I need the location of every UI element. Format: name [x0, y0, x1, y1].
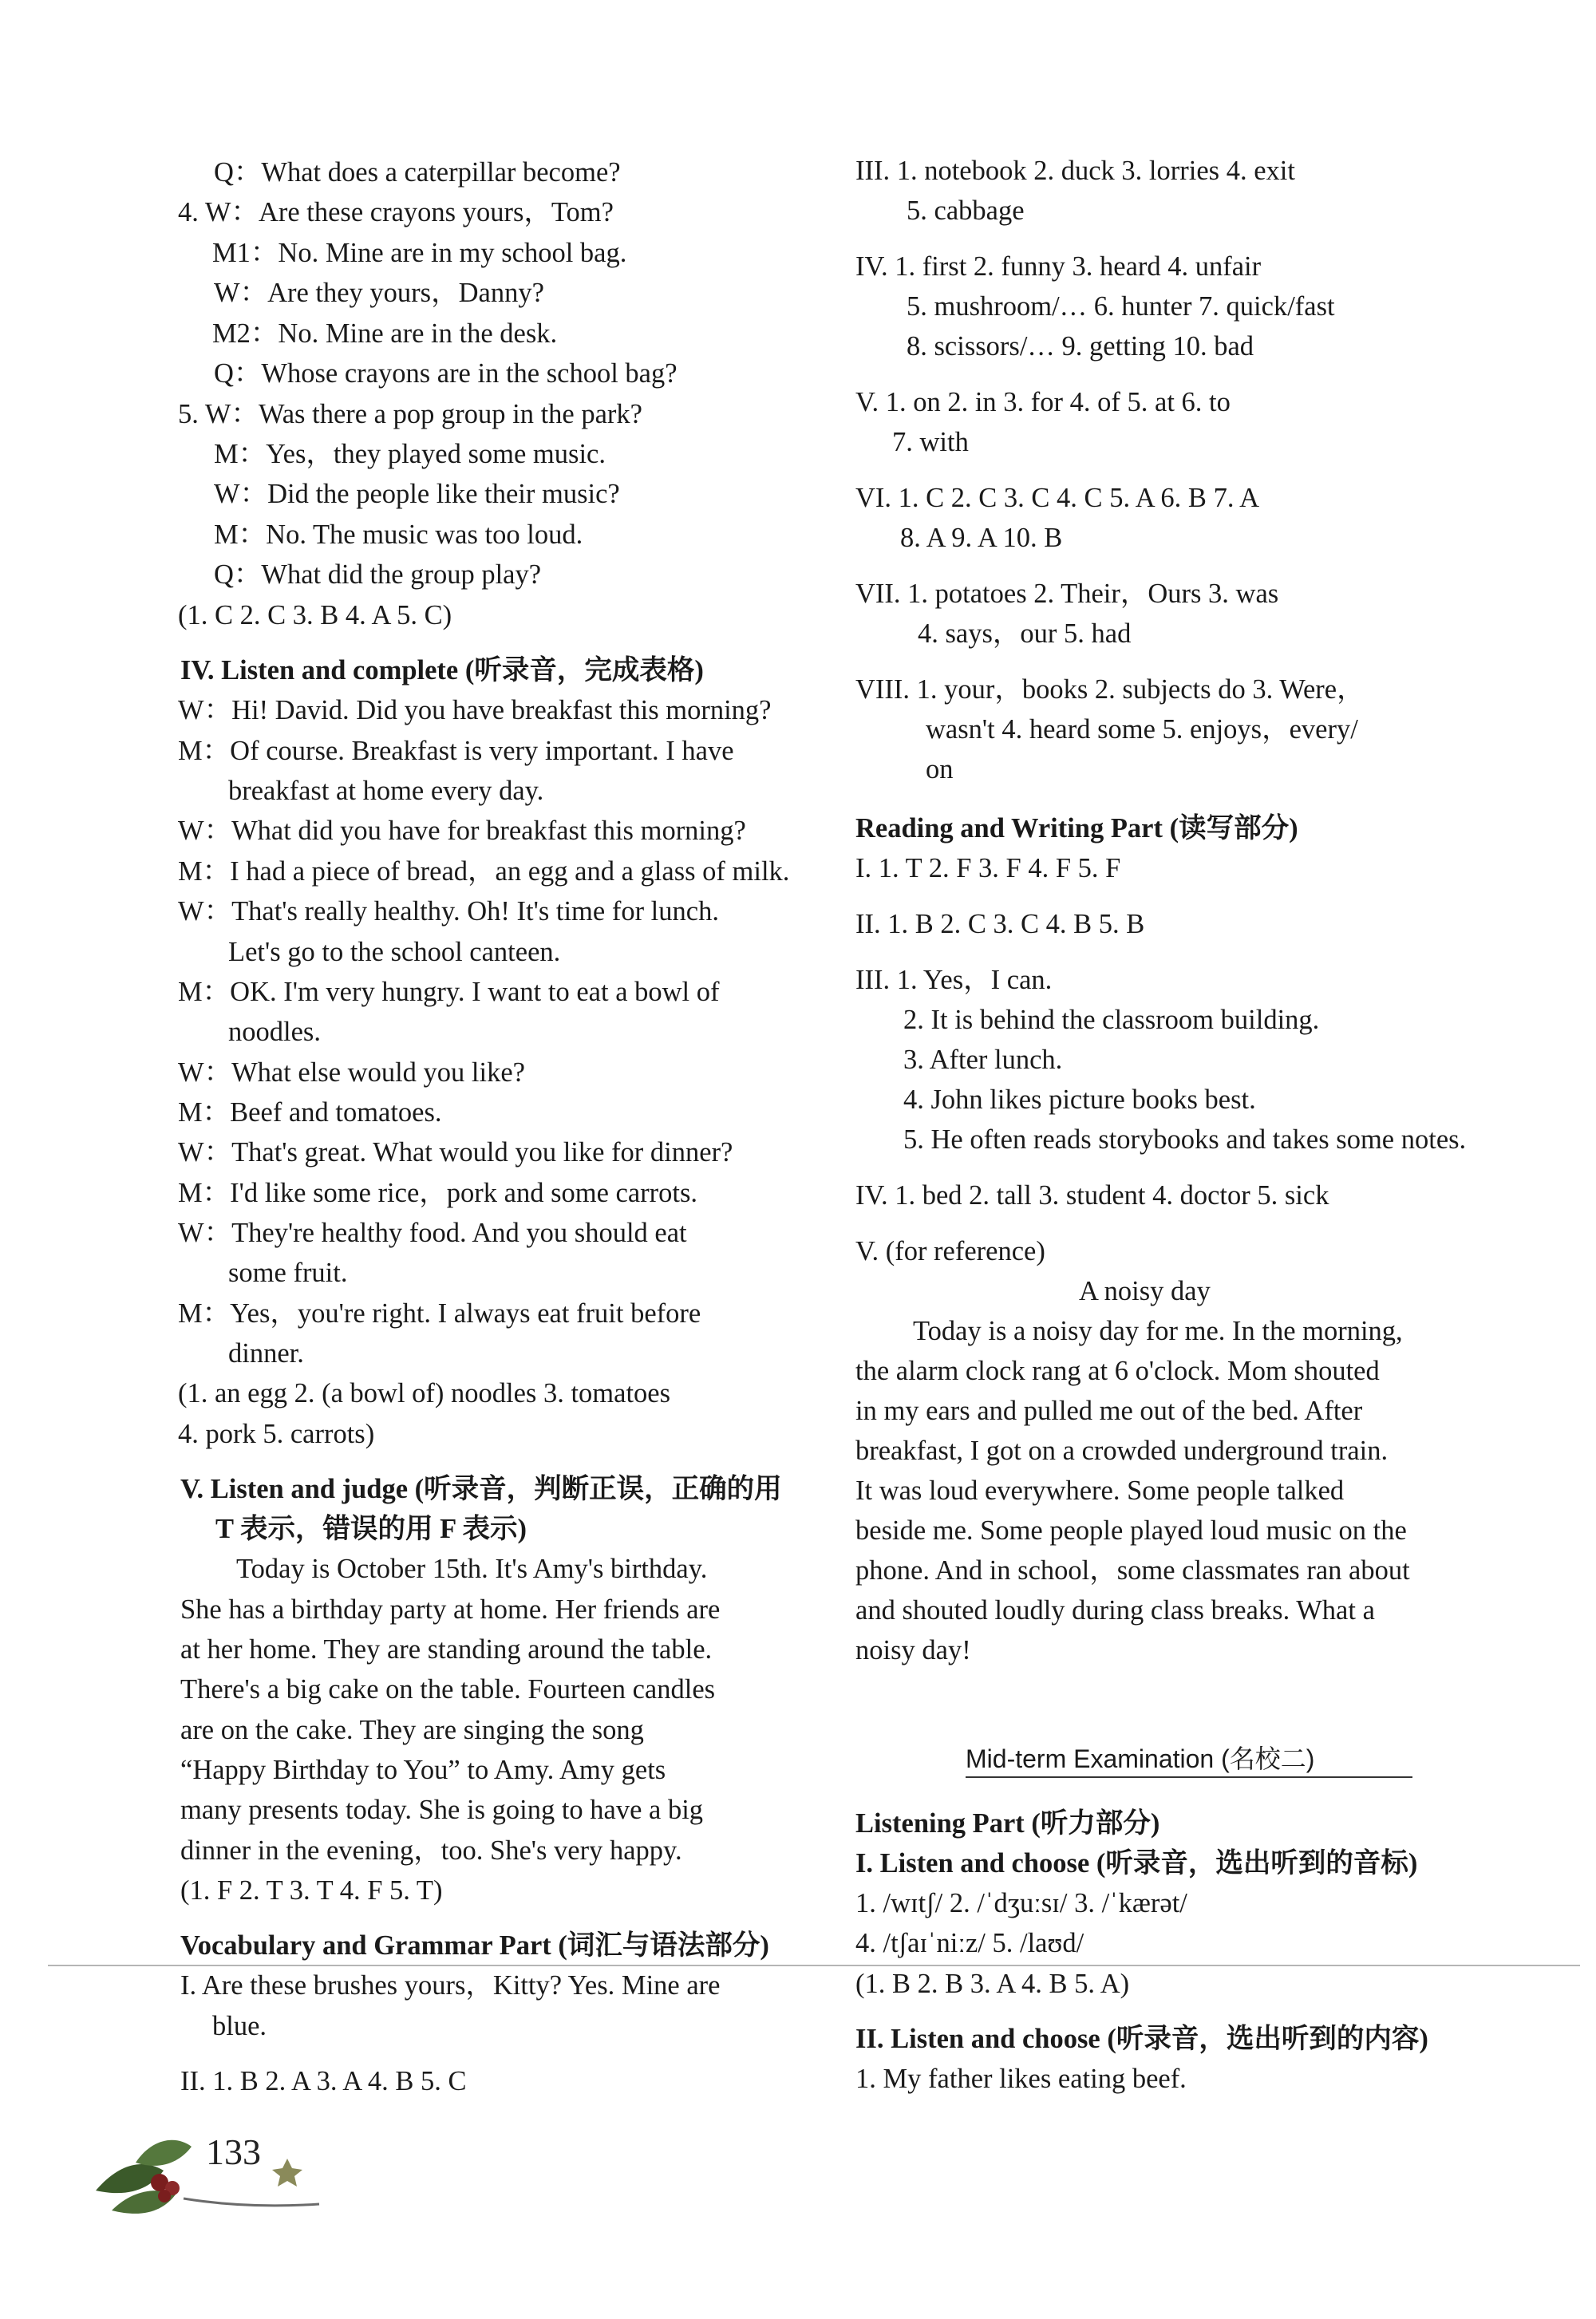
left-line-6: 5. W：Was there a pop group in the park? [178, 399, 642, 429]
left-line-31: 4. pork 5. carrots) [178, 1419, 375, 1449]
left-line-24: W：That's great. What would you like for dinner? [178, 1137, 733, 1167]
left-line-0: Q：What does a caterpillar become? [214, 157, 621, 188]
right-line-23: V. (for reference) [855, 1236, 1045, 1266]
right-line-16: II. 1. B 2. C 3. C 4. B 5. B [855, 909, 1145, 939]
left-line-1: 4. W：Are these crayons yours，Tom? [178, 197, 614, 227]
right-line-8: 8. A 9. A 10. B [900, 523, 1063, 553]
section-title: Mid-term Examination (名校二) [966, 1744, 1315, 1773]
right-line-21: 5. He often reads storybooks and takes some notes. [903, 1124, 1467, 1155]
right-line-33: noisy day! [855, 1635, 971, 1665]
right-line-1: 5. cabbage [907, 196, 1025, 226]
right-line-9: VII. 1. potatoes 2. Their，Ours 3. was [855, 579, 1279, 609]
right-line-28: breakfast, I got on a crowded underground train. [855, 1436, 1389, 1466]
right-line-7: VI. 1. C 2. C 3. C 4. C 5. A 6. B 7. A [855, 483, 1260, 513]
left-line-4: M2：No. Mine are in the desk. [212, 318, 558, 349]
right-line-27: in my ears and pulled me out of the bed. After [855, 1396, 1363, 1426]
right-line-0: III. 1. notebook 2. duck 3. lorries 4. exit [855, 156, 1295, 186]
right-heading-listen-choose-2: II. Listen and choose (听录音，选出听到的内容) [855, 2024, 1428, 2054]
left-line-17: M：I had a piece of bread，an egg and a glass of milk. [178, 856, 790, 887]
right-line-4: 8. scissors/… 9. getting 10. bad [907, 331, 1254, 361]
right-line-30: beside me. Some people played loud music on the [855, 1515, 1407, 1546]
left-line-36: at her home. They are standing around the table. [180, 1634, 713, 1665]
right-line-26: the alarm clock rang at 6 o'clock. Mom shouted [855, 1356, 1380, 1386]
left-line-20: M：OK. I'm very hungry. I want to eat a bowl of [178, 977, 720, 1007]
left-line-30: (1. an egg 2. (a bowl of) noodles 3. tomatoes [178, 1378, 671, 1408]
right-line-31: phone. And in school，some classmates ran about [855, 1555, 1410, 1586]
essay-title: A noisy day [1079, 1276, 1211, 1306]
right-heading-listening: Listening Part (听力部分) [855, 1808, 1160, 1839]
left-line-46: II. 1. B 2. A 3. A 4. B 5. C [180, 2066, 467, 2096]
right-line-5: V. 1. on 2. in 3. for 4. of 5. at 6. to [855, 387, 1231, 417]
page-number: 133 [206, 2131, 261, 2172]
right-line-15: I. 1. T 2. F 3. F 4. F 5. F [855, 853, 1121, 883]
left-line-21: noodles. [228, 1017, 321, 1047]
right-line-11: VIII. 1. your，books 2. subjects do 3. Were， [855, 674, 1365, 705]
footer-rule [48, 1965, 1580, 1966]
right-line-32: and shouted loudly during class breaks. What a [855, 1595, 1375, 1626]
left-line-35: She has a birthday party at home. Her friends are [180, 1594, 721, 1625]
left-line-18: W：That's really healthy. Oh! It's time for lunch. [178, 896, 719, 926]
right-line-10: 4. says，our 5. had [918, 618, 1132, 649]
right-line-22: IV. 1. bed 2. tall 3. student 4. doctor 5. sick [855, 1180, 1329, 1211]
left-line-39: “Happy Birthday to You” to Amy. Amy gets [180, 1755, 666, 1785]
right-line-13: on [926, 754, 954, 784]
left-line-9: M：No. The music was too loud. [214, 520, 583, 550]
left-line-44: I. Are these brushes yours，Kitty? Yes. Mine are [180, 1970, 721, 2001]
left-line-29: dinner. [228, 1338, 304, 1369]
right-line-18: 2. It is behind the classroom building. [903, 1005, 1320, 1035]
right-line-20: 4. John likes picture books best. [903, 1084, 1256, 1115]
left-line-37: There's a big cake on the table. Fourteen candles [180, 1674, 716, 1705]
left-line-38: are on the cake. They are singing the song [180, 1715, 644, 1745]
right-line-3: 5. mushroom/… 6. hunter 7. quick/fast [907, 291, 1335, 322]
right-line-29: It was loud everywhere. Some people talked [855, 1476, 1345, 1506]
left-line-26: W：They're healthy food. And you should eat [178, 1218, 687, 1248]
right-heading-reading: Reading and Writing Part (读写部分) [855, 813, 1298, 843]
right-line-2: IV. 1. first 2. funny 3. heard 4. unfair [855, 251, 1262, 282]
right-line-17: III. 1. Yes，I can. [855, 965, 1053, 995]
left-line-25: M：I'd like some rice，pork and some carrots. [178, 1178, 698, 1208]
left-line-11: (1. C 2. C 3. B 4. A 5. C) [178, 600, 452, 630]
right-line-12: wasn't 4. heard some 5. enjoys，every/ [926, 714, 1358, 745]
left-line-10: Q：What did the group play? [214, 559, 542, 590]
right-line-19: 3. After lunch. [903, 1045, 1063, 1075]
left-heading-v: V. Listen and judge (听录音，判断正误，正确的用 [180, 1474, 782, 1504]
left-line-14: M：Of course. Breakfast is very important. I have [178, 736, 734, 766]
left-line-2: M1：No. Mine are in my school bag. [212, 238, 627, 268]
left-line-13: W：Hi! David. Did you have breakfast this morning? [178, 695, 772, 725]
left-line-42: (1. F 2. T 3. T 4. F 5. T) [180, 1875, 443, 1906]
left-line-19: Let's go to the school canteen. [228, 937, 561, 967]
left-line-28: M：Yes，you're right. I always eat fruit before [178, 1298, 701, 1329]
left-heading-vocab: Vocabulary and Grammar Part (词汇与语法部分) [180, 1930, 769, 1961]
right-line-6: 7. with [892, 427, 969, 457]
left-line-7: M：Yes，they played some music. [214, 439, 606, 469]
left-line-3: W：Are they yours，Danny? [214, 278, 544, 308]
section-title-underline [966, 1776, 1412, 1778]
left-line-5: Q：Whose crayons are in the school bag? [214, 358, 678, 389]
left-line-23: M：Beef and tomatoes. [178, 1097, 442, 1128]
left-line-40: many presents today. She is going to have a big [180, 1795, 704, 1825]
right-line-37: 1. /wɪtʃ/ 2. /ˈdʒuːsɪ/ 3. /ˈkærət/ [855, 1888, 1187, 1918]
right-line-41: 1. My father likes eating beef. [855, 2064, 1187, 2094]
right-line-38: 4. /tʃaɪˈniːz/ 5. /laʊd/ [855, 1928, 1084, 1958]
left-line-22: W：What else would you like? [178, 1057, 525, 1088]
left-line-16: W：What did you have for breakfast this morning? [178, 816, 746, 846]
right-line-25: Today is a noisy day for me. In the morning, [913, 1316, 1403, 1346]
right-heading-listen-choose: I. Listen and choose (听录音，选出听到的音标) [855, 1848, 1418, 1879]
left-heading-iv: IV. Listen and complete (听录音，完成表格) [180, 655, 704, 685]
left-line-8: W：Did the people like their music? [214, 479, 620, 509]
right-line-39: (1. B 2. B 3. A 4. B 5. A) [855, 1969, 1130, 1999]
left-line-34: Today is October 15th. It's Amy's birthday. [236, 1554, 708, 1584]
left-line-27: some fruit. [228, 1258, 348, 1288]
right-column [830, 0, 1596, 2319]
left-line-41: dinner in the evening，too. She's very happy. [180, 1835, 682, 1866]
left-line-45: blue. [212, 2011, 267, 2041]
left-line-15: breakfast at home every day. [228, 776, 544, 806]
left-heading-v-cont: T 表示，错误的用 F 表示) [215, 1514, 527, 1544]
